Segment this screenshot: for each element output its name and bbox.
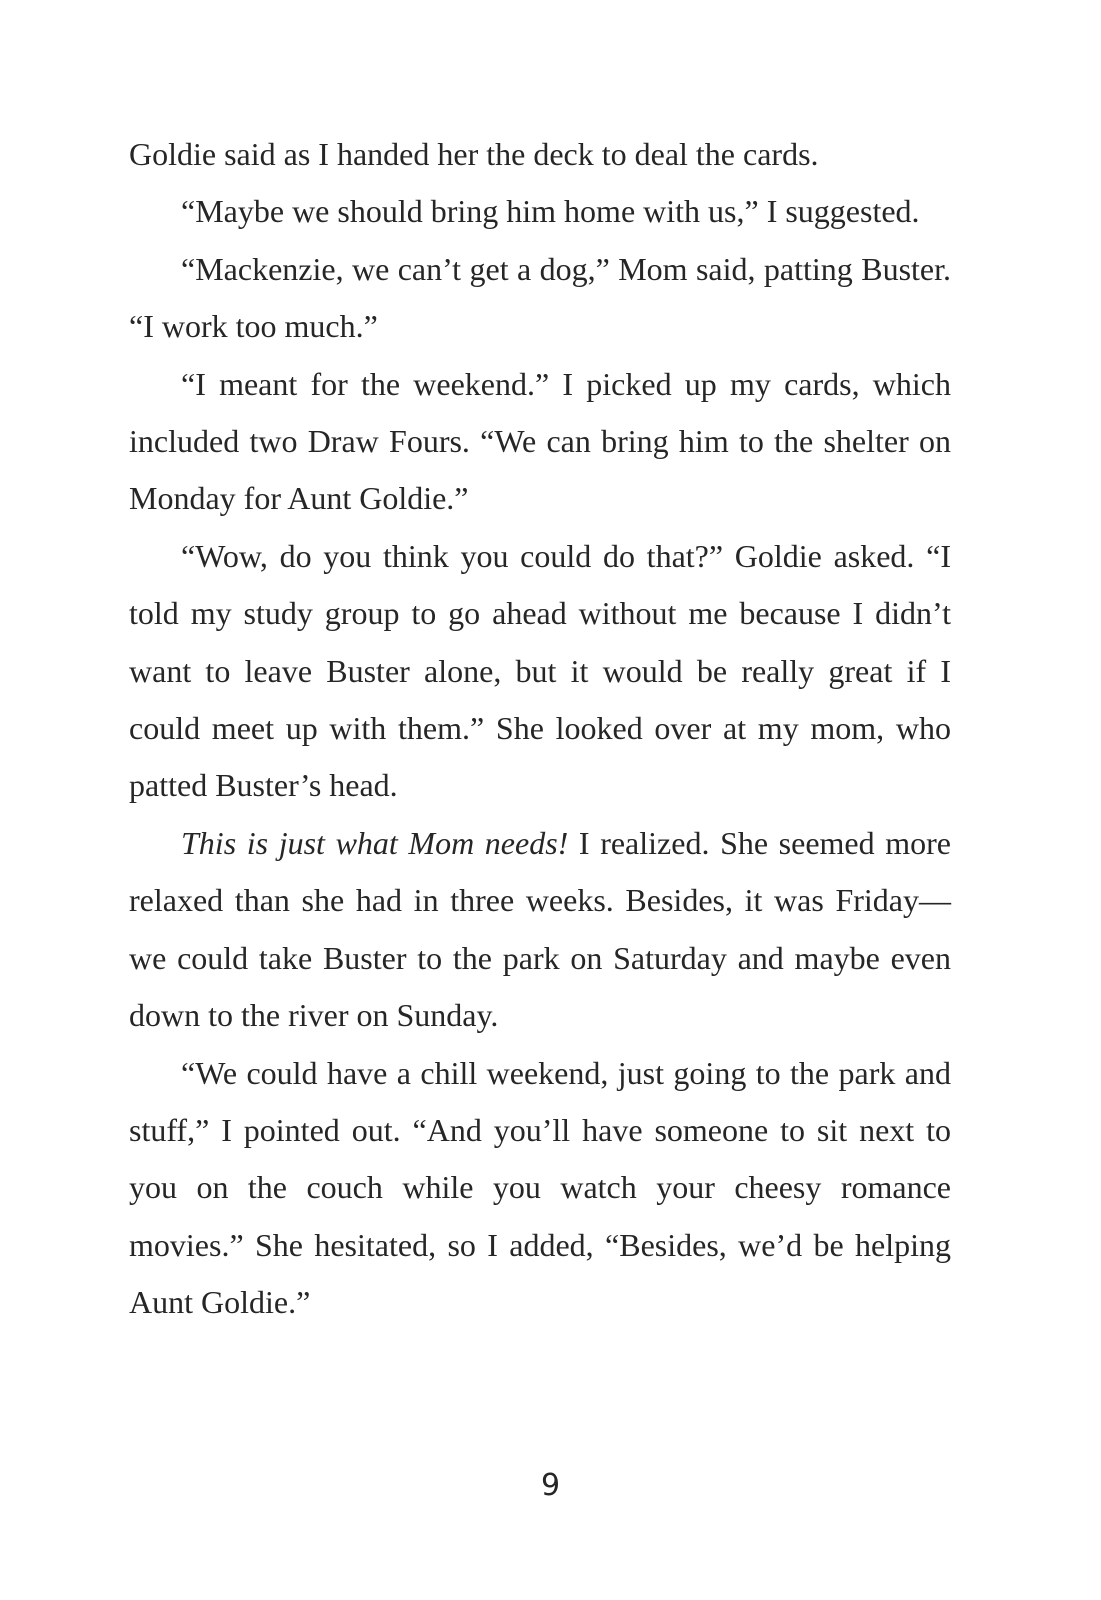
page-number: 9	[540, 1468, 561, 1503]
body-text	[129, 126, 951, 1332]
paragraph-5: “Wow, do you think you could do that?” Goldie asked. “I told my study group to go ahead without me because I didn’t want to leave Buster alone, but it would be really great if I could meet up with them.” She looked over at my mom, who patted Buster’s head.	[129, 537, 951, 804]
paragraph-3: “Mackenzie, we can’t get a dog,” Mom said, patting Buster. “I work too much.”	[129, 250, 951, 345]
paragraph-6: This is just what Mom needs! I realized. She seemed more relaxed than she had in three weeks. Besides, it was Friday—we could take Buster to the park on Saturday and maybe even down to the river on Sunday.	[129, 824, 952, 1034]
paragraph-1: Goldie said as I handed her the deck to deal the cards.	[129, 136, 819, 172]
paragraph-2: “Maybe we should bring him home with us,” I suggested.	[181, 193, 920, 230]
italic-thought: This is just what Mom needs!	[181, 824, 569, 861]
paragraph-4: “I meant for the weekend.” I picked up my cards, which included two Draw Fours. “We can bring him to the shelter on Monday for Aunt Goldie.”	[129, 365, 951, 517]
paragraph-7: “We could have a chill weekend, just going to the park and stuff,” I pointed out. “And you’ll have someone to sit next to you on the couch while you watch your cheesy romance movies.” She hesitated, so I added, “Besides, we’d be helping Aunt Goldie.”	[129, 1054, 951, 1321]
